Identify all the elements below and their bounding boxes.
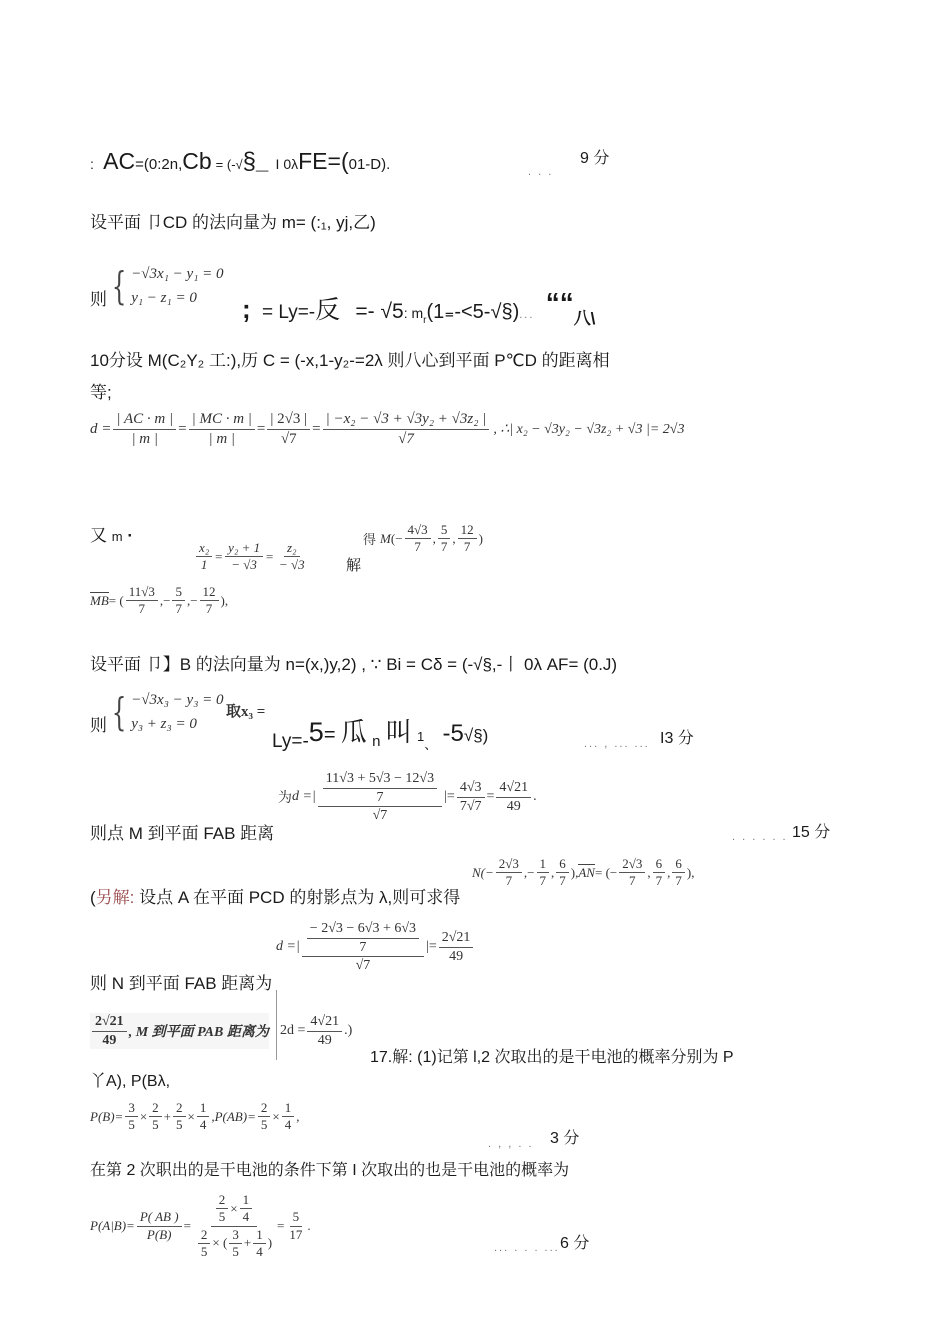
bar: _ [256,149,269,174]
d-symbol: d =| [292,789,316,805]
fraction [458,522,477,556]
denominator: √7 [398,430,414,447]
fraction [216,1192,229,1226]
proportion: $\frac{\text{x₂}}{1}$ = $\frac{\text{y₂ + 1}}{- √3}$ = $\frac{\text{z₂}}{- √3}$ [194,540,310,574]
tail: 八\ [573,309,596,328]
times-paren: × ( [212,1235,228,1251]
fraction [172,584,185,618]
numerator: y₂ + 1 [225,540,263,557]
tail: √§) [463,726,489,745]
denominator: − √3 [278,557,305,573]
numerator: 5 [172,584,185,601]
paren: ), [220,592,229,608]
denominator: 7 [655,873,663,889]
numerator: 1 [537,856,550,873]
denominator: 5 [200,1243,208,1259]
system-1-prefix: 则 [90,289,107,309]
fraction [653,856,666,890]
again-char: 又 [90,526,107,545]
dot: ₌ [444,302,455,323]
paren: ) [478,530,484,546]
dot: . [533,789,537,805]
numerator: 2√3 [619,856,645,873]
numerator: − 2√3 − 6√3 + 6√3 [307,920,419,939]
numerator: 2√3 [496,856,522,873]
numerator: 6 [672,856,685,873]
abs-close: |= [426,939,437,955]
numerator: 12 [458,522,477,539]
denominator: 49 [506,798,521,814]
system-2-brace [107,688,224,736]
MB-symbol: MB [90,593,109,609]
separator: , [551,864,555,880]
fraction [323,410,490,449]
q17-text: 17.解: (1)记第 l,2 次取出的是干电池的概率分别为 P [370,1049,734,1066]
denominator: 17 [289,1226,303,1242]
denominator: 7 [205,601,213,617]
denominator: 5 [260,1117,268,1133]
conditional-probability [90,1192,311,1260]
distance-setup: 10分设 M(C₂Y₂ 工:),历 C = (-x,1-y₂-=2λ 则八心到平面 P℃D 的距离相 [90,351,610,370]
dot: · [127,526,133,545]
char-jiao: 叫 [385,717,412,747]
fraction [196,540,212,574]
numerator: 2√21 [92,1013,127,1032]
numerator: 11√3 [126,584,158,601]
denominator: 5 [176,1117,183,1133]
denominator: 5 [152,1117,159,1133]
again-label [90,521,133,546]
inner-fraction [307,920,419,956]
separator: ,− [523,864,535,880]
numerator: 2 [258,1100,271,1117]
numerator: 3 [125,1100,138,1117]
point-N: N(− $\frac{2√3}{7}$ ,− $\frac{1}{7}$ , $\frac{6}{7}$ ), AN = (− $\frac{2√3}{7}$ , $\frac{6}{7}$ , $\frac{6}{7}$ ), [472,856,695,889]
colon: : [90,156,94,172]
fraction [197,1100,210,1134]
numerator: 3 [229,1227,242,1244]
eq-part: Ly=- [272,731,309,752]
semicolon: ; [242,294,251,324]
denominator: | m | [131,430,159,447]
dots-4: . , , . . [488,1138,534,1150]
fraction [126,584,158,618]
compound-fraction [318,770,442,825]
system-2-row1: −√3x₃ − y₃ = 0 [131,692,224,708]
denominator: 5 [218,1209,226,1225]
equals: = [486,789,495,805]
fraction [198,1227,211,1261]
denominator: P(B) [146,1226,172,1242]
fraction [267,410,310,449]
denominator: 7 [440,539,448,555]
separator: ,− [186,592,198,608]
compound-fraction [302,920,424,975]
fraction [225,540,263,574]
numerator: 12 [200,584,219,601]
paren: ), [686,864,695,880]
distance-N-label: 则 N 到平面 FAB 距离为 [90,974,273,993]
denominator: 49 [449,948,464,964]
quotes: ““ [545,287,574,318]
denominator: √7 [372,808,388,823]
M-symbol: M [380,530,391,546]
comma: 、 [424,737,438,752]
equals: = [183,1218,191,1233]
fraction [149,1100,162,1134]
denominator: 7√7 [459,798,482,814]
numerator: 2 [216,1192,229,1209]
denominator: 7 [414,539,421,555]
fe-value: =( [327,148,349,174]
numerator: 2 [149,1100,162,1117]
denominator: 7 [463,539,471,555]
denominator: 4 [199,1117,207,1133]
denominator: 7 [505,873,513,889]
inner-fraction [323,770,437,806]
normal-vector-m: 设平面 卩CD 的法向量为 m= (:₁, yj,乙) [90,213,376,232]
normal-vector-n: 设平面 卩】B 的法向量为 n=(x,)y,2) , ∵ Bi = Cδ = (-√§,-丨 0λ AF= (0.J) [90,655,618,674]
numerator: 2 [173,1100,186,1117]
wei-char: 为 [278,789,292,806]
denominator: 49 [317,1032,332,1048]
eq-part: -<5-√§) [454,301,520,323]
fraction [496,779,531,815]
distance-M-formula [278,770,537,825]
dots-3: . . . . . . [732,831,788,843]
denominator: − √3 [231,557,257,573]
denominator: 7 [138,601,146,617]
system-1-brace [107,262,224,310]
summary [90,1013,269,1049]
AN-symbol: AN [578,865,595,881]
denominator: 4 [284,1117,292,1133]
divider [276,990,277,1060]
separator: ,− [159,592,171,608]
five: 5 [308,717,324,747]
fraction [438,522,451,556]
equals: = [323,724,336,746]
dot: . [307,1218,311,1233]
solve-label: 解 [346,557,362,574]
abs-equation: , ∴| x₂ − √3y₂ − √3z₂ + √3 |= 2√3 [493,421,685,437]
numerator: 4√3 [457,779,485,798]
times: × [139,1108,148,1124]
fraction [253,1227,266,1261]
d-symbol: d = [90,420,112,437]
fraction [113,410,176,449]
compound-fraction [193,1192,275,1260]
fraction [137,1209,182,1243]
alt-text: 设点 A 在平面 PCD 的射影点为 λ,则可求得 [139,888,461,907]
eq-part: = Ly=- [261,302,316,323]
fraction [276,540,308,574]
denominator: √7 [280,430,297,447]
paren: = ( [108,592,124,608]
system-1 [90,262,224,310]
paren: ( [90,888,96,907]
denominator: 7 [539,873,547,889]
numerator: 1 [197,1100,210,1117]
times: × [230,1200,238,1216]
score-15: 15 分 [792,824,831,841]
fraction [258,1100,271,1134]
equals: = [256,420,266,437]
denominator: 7 [359,939,367,955]
alt-label: 另解: [95,888,135,907]
numerator: z₂ [284,540,300,557]
fe-label: FE [298,148,328,174]
paren: (− [390,530,403,546]
fraction [672,856,685,890]
brace-icon: { [111,690,127,734]
equation-d [90,410,684,449]
equals: = [277,1218,285,1233]
fraction [125,1100,138,1134]
dots-5: ... . . . ... [494,1242,560,1254]
n-symbol: n [372,733,381,750]
system-2-row2: y₃ + z₃ = 0 [131,716,197,732]
denominator: 5 [232,1243,239,1259]
get-char: 得 [363,532,377,548]
abs-close: |= [444,789,455,805]
score-3: 3 分 [550,1130,580,1147]
numerator: 11√3 + 5√3 − 12√3 [323,770,437,789]
score-6: 6 分 [560,1235,590,1252]
distance-N-formula [276,920,475,975]
char-fan: 反 [315,296,341,324]
denominator: 7 [376,789,384,805]
denominator: 7 [559,873,566,889]
fraction [405,522,431,556]
denominator: 7 [629,873,636,889]
eq-part: : m [403,305,424,321]
numerator: | 2√3 | [267,410,310,430]
paren: = (− [594,864,618,880]
plus: + [243,1235,252,1251]
fraction [282,1100,295,1134]
dots-2: ... , ... ... [584,738,650,750]
fraction [200,584,219,618]
numerator: 6 [556,856,569,873]
denominator: 1 [200,557,208,573]
brace-icon: { [111,264,127,308]
fraction [457,779,485,815]
section-symbol: § [242,148,257,175]
subscript: r [423,314,427,326]
denominator: 49 [102,1032,117,1048]
numerator: 1 [240,1192,253,1209]
numerator: | AC · m | [113,410,176,430]
distance-M-label: 则点 M 到平面 FAB 距离 [90,824,275,843]
N-symbol: N(− [472,864,494,880]
dots-1: . . . [528,166,554,178]
separator: ), [570,864,579,880]
system-1-row1: −√3x₁ − y₁ = 0 [131,266,224,282]
system-2 [90,688,224,736]
eq-part: =- √5 [355,300,404,323]
fraction [496,856,522,890]
equals: = [178,420,187,437]
numerator: 4√21 [307,1013,342,1032]
summary-text: , M 到平面 PAB 距离为 [128,1025,269,1040]
P-B: P(B)= [90,1108,124,1124]
system-2-prefix: 则 [90,715,107,735]
times: × [187,1108,195,1124]
dots: ... [519,309,535,321]
paren: .) [344,1023,353,1038]
denominator: 5 [128,1117,135,1133]
numerator: 2 [198,1227,211,1244]
eq-part: (1 [426,301,445,323]
ac-value: =(0:2n, [135,156,183,173]
numerator: | MC · m | [189,410,255,430]
neg-five: -5 [442,720,464,747]
numerator: 5 [438,522,451,539]
fraction [189,410,255,449]
q17-text-cont: 丫A), P(Bλ, [90,1073,171,1090]
numerator: 6 [653,856,666,873]
take-x3: 取x₃ = [226,704,266,720]
numerator: 2√21 [439,929,474,948]
numerator: | −x₂ − √3 + √3y₂ + √3z₂ | [323,410,490,430]
line-vectors [90,148,390,176]
denominator: √7 [355,958,371,973]
fraction [286,1209,305,1243]
system-1-result [242,287,596,328]
conditional-text: 在第 2 次职出的是干电池的条件下第 I 次取出的也是干电池的概率为 [90,1162,570,1179]
numerator: 1 [253,1227,266,1244]
paren: ) [267,1235,273,1251]
denominator: | m | [208,430,236,447]
one: 1 [417,729,425,744]
system-1-row2: y₁ − z₁ = 0 [131,290,197,306]
score-13: I3 分 [660,730,694,747]
d-symbol: d =| [276,939,300,955]
numerator: 1 [282,1100,295,1117]
numerator: 4√21 [496,779,531,798]
cb-label: Cb [182,148,212,174]
numerator: x₂ [196,540,212,557]
plus: + [163,1108,171,1124]
denominator: 4 [256,1243,263,1259]
summary-result [280,1013,352,1049]
fraction [439,929,474,965]
fraction [537,856,550,890]
cb-value: = (-√ [215,157,243,172]
denominator: 7 [675,873,682,889]
vector-MB [90,584,228,618]
fraction [619,856,645,890]
char-gua: 瓜 [340,717,367,747]
fraction [173,1100,186,1134]
distance-setup-cont: 等; [90,383,112,402]
fraction [240,1192,253,1226]
fe-tail: 01-D). [348,156,391,173]
fraction [92,1013,127,1049]
point-M: 得 M (− $\frac{4√3}{7}$ , $\frac{5}{7}$ , $\frac{12}{7}$ ) [363,522,484,555]
P-AB: ,P(AB)= [211,1108,256,1124]
fraction [229,1227,242,1261]
denominator: 7 [175,601,182,617]
2d: 2d = [280,1023,306,1038]
ac-label: AC [103,148,136,174]
fraction [556,856,569,890]
equals: = [312,420,321,437]
score-9: 9 分 [580,150,610,167]
comma: , [296,1108,300,1124]
probability [90,1100,299,1134]
fraction [307,1013,342,1049]
P-A-given-B: P(A|B)= [90,1218,135,1233]
numerator: 4√3 [405,522,431,539]
numerator: P( AB ) [137,1209,182,1226]
alt-solution [90,883,460,908]
mid-text: I 0λ [275,156,299,172]
m-symbol: m [111,529,123,544]
numerator: 5 [290,1209,303,1226]
system-2-result [272,712,489,752]
denominator: 4 [242,1209,250,1225]
times: × [272,1108,280,1124]
